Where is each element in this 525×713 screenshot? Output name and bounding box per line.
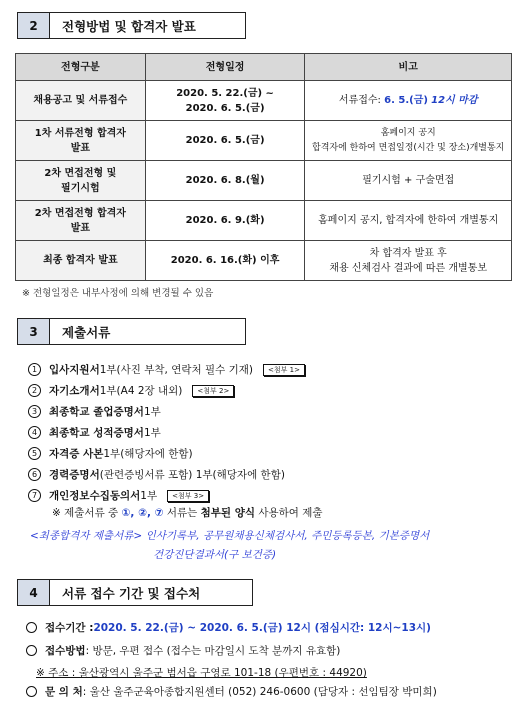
note-cell: 서류접수: 6. 5.(금) 12시 마감 [305,81,512,121]
final-documents-line [30,528,429,543]
section-number: 2 [17,12,50,39]
final-documents-line2: 건강진단결과서(구 보건증) [153,549,277,561]
section-number: 3 [17,318,50,345]
list-item [28,401,305,422]
date-cell: 2020. 6. 16.(화) 이후 [145,241,305,281]
document-name: 최종학교 성적증명서 [49,427,144,439]
note-cell: 차 합격자 발표 후 채용 신체검사 결과에 따른 개별통보 [305,241,512,281]
document-name: 입사지원서 [49,364,100,376]
bullet-circle-icon [26,686,37,697]
section-title: 서류 접수 기간 및 접수처 [50,579,253,606]
final-documents-list: 인사기록부, 공무원채용신체검사서, 주민등록등본, 기본증명서 [142,530,430,542]
reception-address: ※ 주소 : 울산광역시 울주군 범서읍 구영로 101-18 (우편번호 : 44920) [36,667,367,679]
column-header: 전형일정 [145,54,305,81]
number-circle: 2 [28,384,41,397]
number-circle: 5 [28,447,41,460]
document-name: 자격증 사본 [49,448,104,460]
document-detail: 1부(사진 부착, 연락처 필수 기재) [99,364,253,376]
table-row [16,241,512,281]
document-form-note: ※ 제출서류 중 ①, ②, ⑦ 서류는 첨부된 양식 사용하여 제출 [52,507,323,519]
section-title: 전형방법 및 합격자 발표 [50,12,246,39]
bullet-circle-icon [26,645,37,656]
table-row [16,121,512,161]
list-item [28,422,305,443]
section-4-header [17,579,253,606]
reception-method: 접수방법 : 방문, 우편 접수 (접수는 마감일시 도착 분까지 유효함) [26,643,340,658]
document-detail: 1부(해당자에 한함) [103,448,193,460]
list-item [28,485,305,506]
document-name: 자기소개서 [49,385,100,397]
attachment-tag: <첨부 2> [192,385,234,397]
date-cell: 2020. 6. 5.(금) [145,121,305,161]
final-documents-label: <최종합격자 제출서류> [30,530,143,542]
list-item [28,464,305,485]
document-detail: 1부 [143,427,161,439]
section-number: 4 [17,579,50,606]
note-cell: 홈페이지 공지 합격자에 한하여 면접일정(시간 및 장소)개별통지 [305,121,512,161]
stage-cell: 2차 면접전형 및 필기시험 [16,161,146,201]
attachment-tag: <첨부 3> [167,490,209,502]
document-detail: 1부 [143,406,161,418]
document-name: 경력증명서 [49,469,100,481]
date-cell: 2020. 6. 8.(월) [145,161,305,201]
number-circle: 3 [28,405,41,418]
table-row [16,81,512,121]
note-cell: 홈페이지 공지, 합격자에 한하여 개별통지 [305,201,512,241]
document-name: 최종학교 졸업증명서 [49,406,144,418]
stage-cell: 2차 면접전형 합격자 발표 [16,201,146,241]
bullet-circle-icon [26,622,37,633]
reception-contact: 문 의 처 : 울산 울주군육아종합지원센터 (052) 246-0600 (담당자 : 선임팀장 박미희) [26,684,437,699]
list-item [28,359,305,380]
section-2-header [17,12,246,39]
documents-list [28,359,305,506]
number-circle: 4 [28,426,41,439]
number-circle: 6 [28,468,41,481]
reception-period: 접수기간 : 2020. 5. 22.(금) ~ 2020. 6. 5.(금) 12시 (점심시간: 12시~13시) [26,620,431,635]
table-row [16,201,512,241]
list-item [28,443,305,464]
number-circle: 1 [28,363,41,376]
list-item [28,380,305,401]
document-detail: (관련증빙서류 포함) 1부(해당자에 한함) [99,469,285,481]
stage-cell: 최종 합격자 발표 [16,241,146,281]
schedule-table [15,53,512,281]
stage-cell: 채용공고 및 서류접수 [16,81,146,121]
attachment-tag: <첨부 1> [263,364,305,376]
date-cell: 2020. 5. 22.(금) ~ 2020. 6. 5.(금) [145,81,305,121]
document-detail: 1부(A4 2장 내외) [99,385,183,397]
section-title: 제출서류 [50,318,246,345]
stage-cell: 1차 서류전형 합격자 발표 [16,121,146,161]
table-row [16,161,512,201]
date-cell: 2020. 6. 9.(화) [145,201,305,241]
note-cell: 필기시험 + 구술면접 [305,161,512,201]
schedule-footnote: ※ 전형일정은 내부사정에 의해 변경될 수 있음 [22,288,214,299]
document-name: 개인정보수집동의서 [49,490,141,502]
number-circle: 7 [28,489,41,502]
document-detail: 1부 [140,490,158,502]
table-header-row [16,54,512,81]
section-3-header [17,318,246,345]
column-header: 전형구분 [16,54,146,81]
column-header: 비고 [305,54,512,81]
